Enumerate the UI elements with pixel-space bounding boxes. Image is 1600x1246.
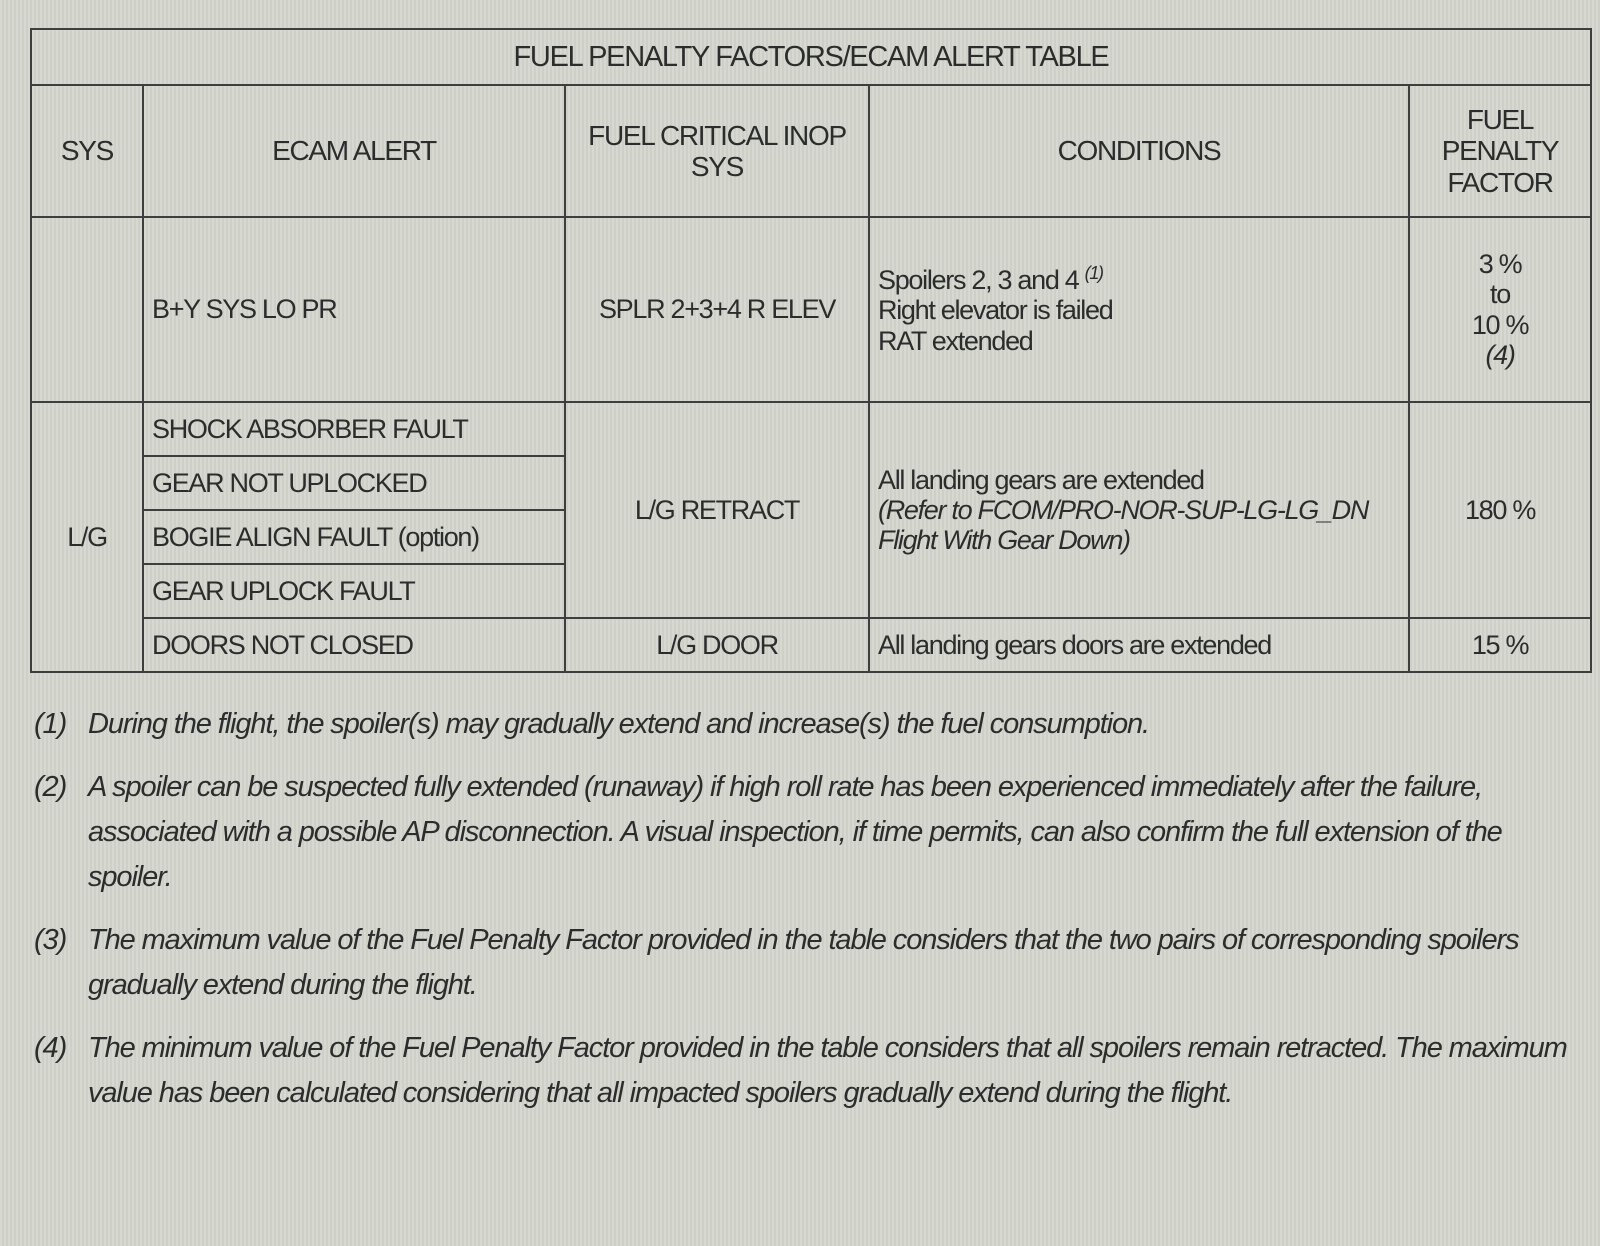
header-fuel-critical-inop-sys: FUEL CRITICAL INOP SYS — [565, 85, 869, 217]
condition-line: Right elevator is failed — [878, 295, 1113, 326]
table-title: FUEL PENALTY FACTORS/ECAM ALERT TABLE — [31, 29, 1591, 85]
inop-sys-cell: SPLR 2+3+4 R ELEV — [565, 217, 869, 402]
fuel-penalty-table — [30, 28, 1592, 673]
table-row — [31, 402, 1591, 456]
table-row — [31, 217, 1591, 402]
fpf-to: to — [1490, 279, 1510, 310]
fuel-penalty-cell — [1409, 217, 1591, 402]
footnote-text: During the flight, the spoiler(s) may gradually extend and increase(s) the fuel consumption. — [88, 708, 1150, 740]
footnote-ref: (4) — [1485, 339, 1515, 370]
conditions-cell — [869, 217, 1409, 402]
header-sys: SYS — [31, 85, 143, 217]
ecam-alert-cell: BOGIE ALIGN FAULT (option) — [143, 510, 565, 564]
conditions-cell: All landing gears doors are extended — [869, 618, 1409, 672]
conditions-cell — [869, 402, 1409, 618]
sys-cell: L/G — [31, 402, 143, 672]
condition-line: Spoilers 2, 3 and 4 $^{(1)}$ — [878, 263, 1103, 296]
condition-line: Flight With Gear Down) — [878, 525, 1130, 556]
footnote-number: (2) — [34, 771, 67, 803]
condition-line: All landing gears are extended — [878, 464, 1204, 495]
ecam-alert-cell: GEAR NOT UPLOCKED — [143, 456, 565, 510]
footnote-text: A spoiler can be suspected fully extended (runaway) if high roll rate has been experienced immediately after the failure, associated with a possible AP disconnection. A visual inspection, if time permits, can also confirm the full extension of the spoiler. — [88, 771, 1502, 893]
condition-line: RAT extended — [878, 325, 1033, 356]
header-ecam-alert: ECAM ALERT — [143, 85, 565, 217]
ecam-alert-cell: B+Y SYS LO PR — [143, 217, 565, 402]
ecam-alert-cell: SHOCK ABSORBER FAULT — [143, 402, 565, 456]
footnote — [34, 765, 1589, 900]
condition-line: (Refer to FCOM/PRO-NOR-SUP-LG-LG_DN — [878, 494, 1369, 525]
inop-sys-cell: L/G RETRACT — [565, 402, 869, 618]
fuel-penalty-cell: 180 % — [1409, 402, 1591, 618]
footnote — [34, 918, 1589, 1008]
header-conditions: CONDITIONS — [869, 85, 1409, 217]
footnote-ref: (1) — [1084, 263, 1103, 284]
footnote-text: The minimum value of the Fuel Penalty Factor provided in the table considers that all spoilers remain retracted. The maximum value has been calculated considering that all impacted spoilers gradually extend during the flight. — [88, 1032, 1567, 1109]
ecam-alert-cell: DOORS NOT CLOSED — [143, 618, 565, 672]
footnote-text: The maximum value of the Fuel Penalty Factor provided in the table considers that the two pairs of corresponding spoilers gradually extend during the flight. — [88, 924, 1519, 1001]
footnote-number: (1) — [34, 708, 67, 740]
inop-sys-cell: L/G DOOR — [565, 618, 869, 672]
footnote — [34, 1026, 1589, 1116]
table-header-row — [31, 85, 1591, 217]
fpf-max: 10 % — [1471, 309, 1529, 340]
footnote — [34, 702, 1589, 747]
footnotes — [34, 702, 1589, 1134]
header-fuel-penalty-factor: FUEL PENALTY FACTOR — [1409, 85, 1591, 217]
footnote-number: (4) — [34, 1032, 67, 1064]
fpf-min: 3 % — [1478, 249, 1522, 280]
footnote-number: (3) — [34, 924, 67, 956]
table-row — [31, 618, 1591, 672]
sys-cell — [31, 217, 143, 402]
ecam-alert-cell: GEAR UPLOCK FAULT — [143, 564, 565, 618]
fuel-penalty-cell: 15 % — [1409, 618, 1591, 672]
